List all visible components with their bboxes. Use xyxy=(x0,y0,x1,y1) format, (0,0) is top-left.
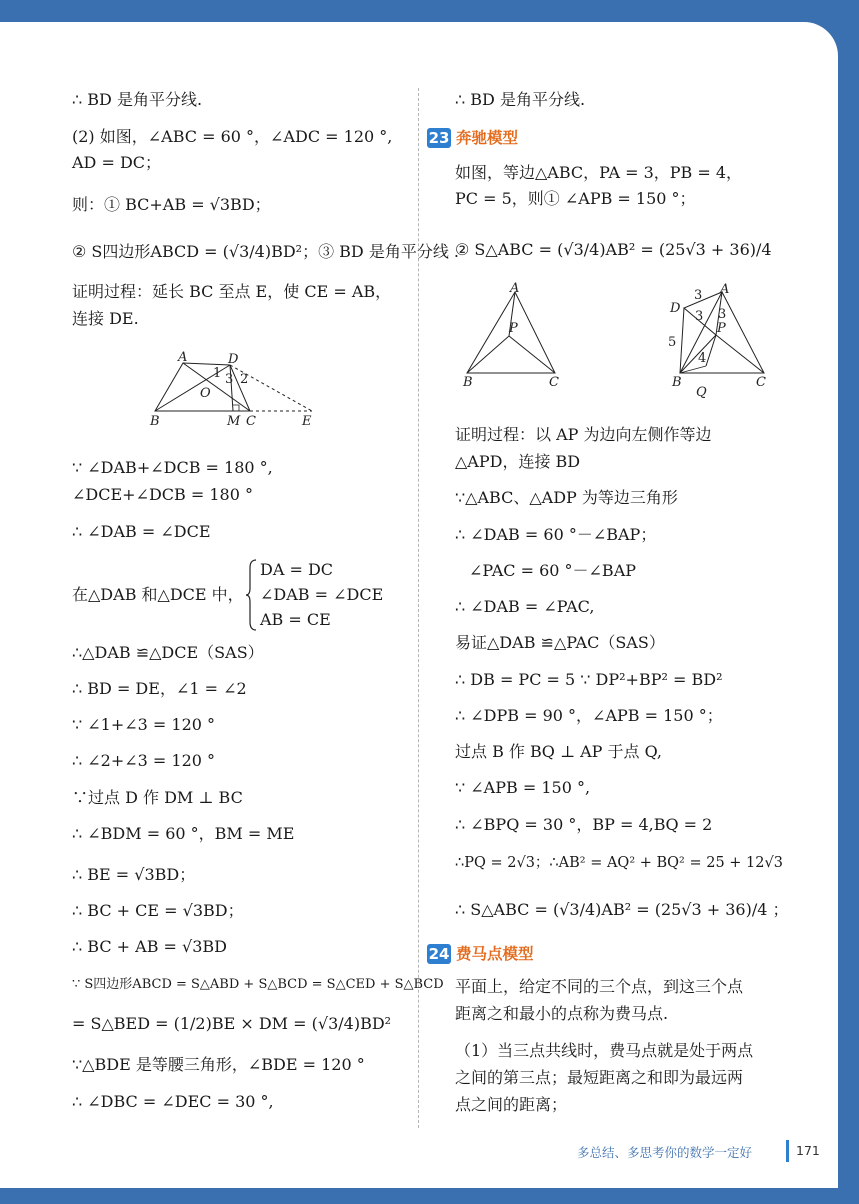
fig3-label: 3 xyxy=(695,309,704,324)
text-line: ∴ ∠DAB = ∠PAC, xyxy=(455,597,595,616)
fig1-label: D xyxy=(228,352,239,367)
section-title: 费马点模型 xyxy=(456,945,534,963)
text-line: ∴ ∠DAB = 60 °－∠BAP； xyxy=(455,525,657,544)
figure-quadrilateral xyxy=(140,345,330,430)
text-line: （1）当三点共线时，费马点就是处于两点 xyxy=(455,1041,754,1060)
fig1-label: O xyxy=(200,386,211,401)
section-title: 奔驰模型 xyxy=(456,129,519,147)
text-line: ∴ ∠2+∠3 = 120 ° xyxy=(72,751,216,770)
text-line: ② S四边形ABCD = (√3/4)BD²；③ BD 是角平分线 . xyxy=(72,242,460,261)
text-line: 易证△DAB ≌△PAC（SAS） xyxy=(455,633,665,652)
text-line: 平面上，给定不同的三个点，到这三个点 xyxy=(455,977,744,996)
text-line: ∴ ∠DPB = 90 °，∠APB = 150 °； xyxy=(455,706,723,725)
fig3-label: D xyxy=(670,301,681,316)
fig3-label: P xyxy=(717,321,726,336)
system-line: AB = CE xyxy=(260,610,331,629)
text-line: ∴ BC + AB = √3BD xyxy=(72,937,227,956)
fig1-label: E xyxy=(302,414,312,429)
footer-slogan: 多总结、多思考你的数学一定好 xyxy=(577,1145,753,1160)
brace-icon xyxy=(246,558,258,632)
text-line: ∴ BC + CE = √3BD； xyxy=(72,901,244,920)
fig1-label: B xyxy=(150,414,160,429)
text-line: ∴ BD 是角平分线. xyxy=(455,90,586,109)
section-badge: 24 xyxy=(428,945,450,963)
fig3-label: Q xyxy=(696,385,707,400)
section-badge: 23 xyxy=(428,129,450,147)
text-line: 连接 DE. xyxy=(72,309,139,328)
text-line: ∴ ∠DAB = ∠DCE xyxy=(72,522,211,541)
text-line: AD = DC； xyxy=(72,153,162,172)
fig2-label: A xyxy=(510,281,520,296)
text-line: ∵ ∠APB = 150 °, xyxy=(455,778,591,797)
text-line: ∴ S△ABC = (√3/4)AB² = (25√3 + 36)/4 ； xyxy=(455,900,789,919)
fig2-label: B xyxy=(463,375,473,390)
text-line: ② S△ABC = (√3/4)AB² = (25√3 + 36)/4 xyxy=(455,240,772,259)
text-line: ∵△BDE 是等腰三角形，∠BDE = 120 ° xyxy=(72,1055,365,1074)
text-line: ∴ DB = PC = 5 ∵ DP²+BP² = BD² xyxy=(455,670,723,689)
fig1-label: A xyxy=(178,350,188,365)
text-line: PC = 5，则① ∠APB = 150 °； xyxy=(455,189,696,208)
text-line: (2) 如图，∠ABC = 60 °，∠ADC = 120 °, xyxy=(72,127,393,146)
fig3-label: 3 xyxy=(718,307,727,322)
text-line: ∵ S四边形ABCD = S△ABD + S△BCD = S△CED + S△BCD xyxy=(72,977,444,992)
fig1-label: M xyxy=(227,414,241,429)
fig1-label: C xyxy=(246,414,256,429)
text-line: ∴ ∠BDM = 60 °，BM = ME xyxy=(72,824,295,843)
text-line: 之间的第三点；最短距离之和即为最远两 xyxy=(455,1068,744,1087)
fig1-label: 1 xyxy=(213,366,222,381)
fig3-label: A xyxy=(720,282,730,297)
text-line: ∠PAC = 60 °－∠BAP xyxy=(469,561,637,580)
footer-divider xyxy=(786,1140,789,1162)
text-line: ∴ BE = √3BD； xyxy=(72,865,196,884)
fig3-label: B xyxy=(672,375,682,390)
text-line: ∠DCE+∠DCB = 180 ° xyxy=(72,485,253,504)
figure-equilateral-triangle xyxy=(455,280,575,390)
system-line: DA = DC xyxy=(260,560,334,579)
text-line: ∴ BD 是角平分线. xyxy=(72,90,203,109)
text-line: ∵ ∠DAB+∠DCB = 180 °, xyxy=(72,458,273,477)
text-line: 则：① BC+AB = √3BD； xyxy=(72,195,271,214)
page-number: 171 xyxy=(796,1143,820,1158)
fig3-label: 4 xyxy=(698,351,707,366)
text-line: ∴△DAB ≌△DCE（SAS） xyxy=(72,643,264,662)
fig3-label: 5 xyxy=(668,335,677,350)
text-line: 如图，等边△ABC，PA = 3，PB = 4， xyxy=(455,163,743,182)
text-line: △APD，连接 BD xyxy=(455,452,581,471)
text-line: ∴ ∠BPQ = 30 °，BP = 4,BQ = 2 xyxy=(455,815,713,834)
text-line: 在△DAB 和△DCE 中， xyxy=(72,585,244,604)
text-line: ∴ ∠DBC = ∠DEC = 30 °, xyxy=(72,1092,274,1111)
text-line: ∴ BD = DE，∠1 = ∠2 xyxy=(72,679,247,698)
fig2-label: P xyxy=(509,321,518,336)
fig1-label: 3 xyxy=(225,372,234,387)
text-line: 证明过程：延长 BC 至点 E，使 CE = AB， xyxy=(72,282,392,301)
figure-rotation-construction xyxy=(660,280,780,400)
text-line: 证明过程：以 AP 为边向左侧作等边 xyxy=(455,425,712,444)
fig3-label: C xyxy=(756,375,766,390)
system-line: ∠DAB = ∠DCE xyxy=(260,585,384,604)
text-line: ∵△ABC、△ADP 为等边三角形 xyxy=(455,488,678,507)
text-line: 距离之和最小的点称为费马点. xyxy=(455,1004,669,1023)
text-line: ∵过点 D 作 DM ⊥ BC xyxy=(72,788,243,807)
fig1-label: 2 xyxy=(240,372,249,387)
text-line: ∵ ∠1+∠3 = 120 ° xyxy=(72,715,216,734)
text-line: ∴PQ = 2√3；∴AB² = AQ² + BQ² = 25 + 12√3 xyxy=(455,855,783,871)
fig2-label: C xyxy=(549,375,559,390)
text-line: = S△BED = (1/2)BE × DM = (√3/4)BD² xyxy=(72,1014,392,1033)
text-line: 点之间的距离； xyxy=(455,1095,568,1114)
text-line: 过点 B 作 BQ ⊥ AP 于点 Q, xyxy=(455,742,663,761)
fig3-label: 3 xyxy=(694,288,703,303)
